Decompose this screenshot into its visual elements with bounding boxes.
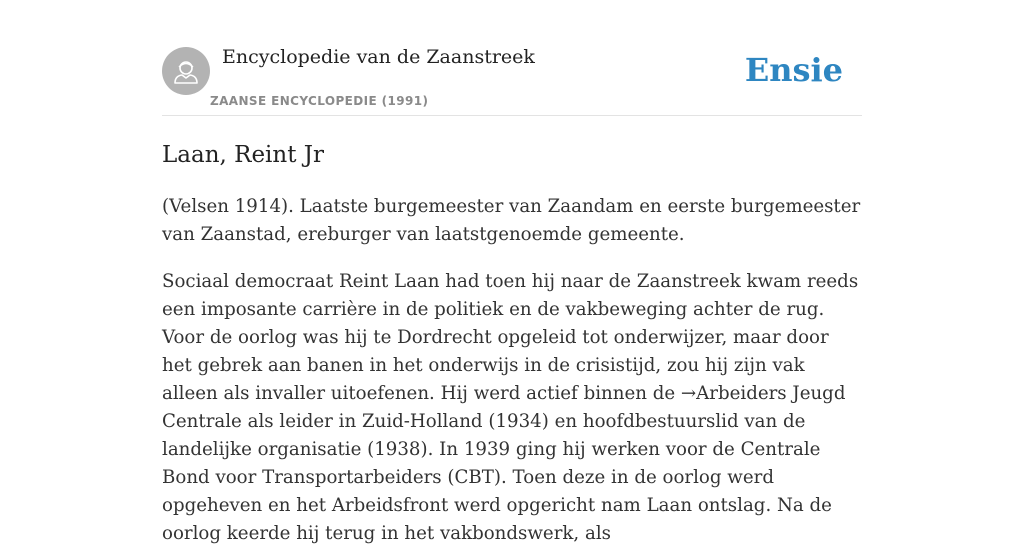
source-subtitle[interactable]: ZAANSE ENCYCLOPEDIE (1991) — [210, 94, 429, 108]
entry-body — [162, 193, 862, 548]
user-icon[interactable] — [162, 47, 210, 95]
source-header — [162, 47, 862, 116]
entry-paragraph: Sociaal democraat Reint Laan had toen hij naar de Zaanstreek kwam reeds een imposante carrière in de politiek en de vakbeweging achter de rug. Voor de oorlog was hij te Dordrecht opgeleid tot onderwijzer, maar door het gebrek aan banen in het onderwijs in de crisistijd, zou hij zijn vak alleen als invaller uitoefenen. Hij werd actief binnen de →Arbeiders Jeugd Centrale als leider in Zuid-Holland (1934) en hoofdbestuurslid van de landelijke organisatie (1938). In 1939 ging hij werken voor de Centrale Bond voor Transportarbeiders (CBT). Toen deze in de oorlog werd opgeheven en het Arbeidsfront werd opgericht nam Laan ontslag. Na de oorlog keerde hij terug in het vakbondswerk, als — [162, 271, 859, 544]
brand-logo[interactable]: Ensie — [744, 51, 843, 89]
entry-title: Laan, Reint Jr — [162, 142, 324, 168]
page — [162, 0, 862, 548]
entry-paragraph: (Velsen 1914). Laatste burgemeester van Zaandam en eerste burgemeester van Zaanstad, ereburger van laatstgenoemde gemeente. — [162, 196, 861, 245]
source-title[interactable]: Encyclopedie van de Zaanstreek — [222, 46, 535, 68]
